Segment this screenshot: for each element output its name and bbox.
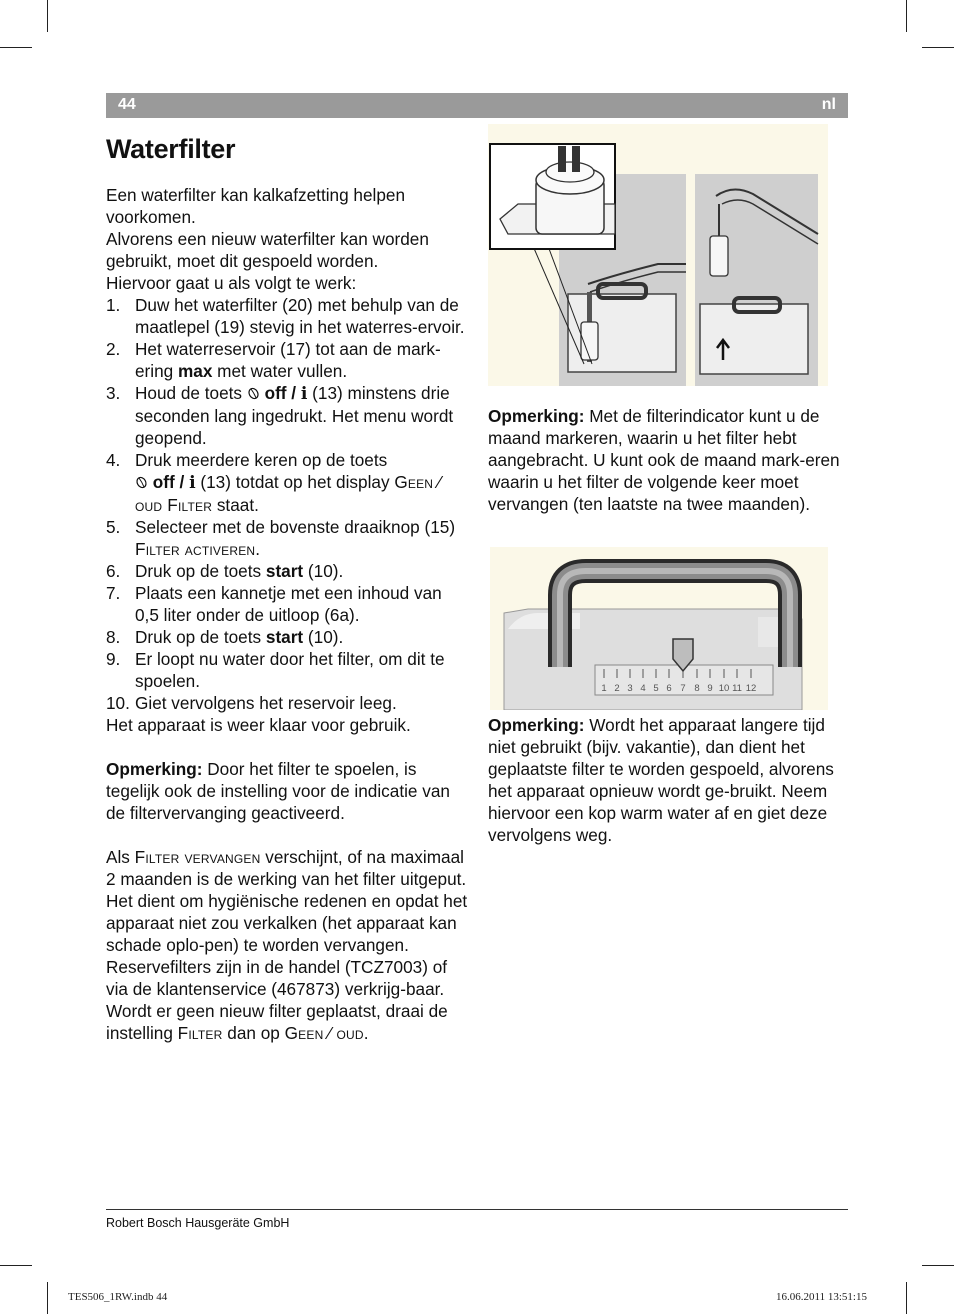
list-item: 6. Druk op de toets start (10). <box>106 561 344 581</box>
footer-rule <box>106 1209 848 1210</box>
list-item: 10. Giet vervolgens het reservoir leeg. <box>106 693 397 713</box>
crop-mark <box>922 47 954 48</box>
list-item: 4. Druk meerdere keren op de toets off / i (13) totdat op het display Geen ⁄ oud Filter staat. <box>106 450 442 515</box>
page-number: 44 <box>118 96 136 113</box>
crop-mark <box>906 1282 907 1314</box>
print-timestamp: 16.06.2011 13:51:15 <box>776 1291 867 1303</box>
list-item: 1. Duw het waterfilter (20) met behulp van de maatlepel (19) stevig in het waterres-ervoir. <box>106 295 465 337</box>
month-label: 11 <box>732 683 742 694</box>
month-label: 12 <box>745 683 757 694</box>
crop-mark <box>47 0 48 32</box>
intro-line: Alvorens een nieuw waterfilter kan worden gebruikt, moet dit gespoeld worden. <box>106 229 429 271</box>
filter-insert-illustration <box>488 124 828 386</box>
month-label: 10 <box>718 683 730 694</box>
language-code: nl <box>821 96 836 113</box>
spare-filters-paragraph: Reservefilters zijn in de handel (TCZ7003) of via de klantenservice (467873) verkrijg-baar. Wordt er geen nieuw filter geplaatst, draai de instelling Filter dan op Geen ⁄ oud. <box>106 957 448 1043</box>
month-label: 1 <box>601 683 607 694</box>
month-label: 8 <box>694 683 700 694</box>
right-column-note <box>488 405 848 515</box>
crop-mark <box>47 1282 48 1314</box>
coffee-bean-icon <box>247 386 260 400</box>
month-label: 7 <box>680 683 686 694</box>
month-label: 2 <box>614 683 620 694</box>
coffee-bean-icon <box>135 475 148 489</box>
footer-company: Robert Bosch Hausgeräte GmbH <box>106 1216 290 1230</box>
right-column-note-2 <box>488 714 848 846</box>
note-paragraph: Opmerking: Met de filterindicator kunt u de maand markeren, waarin u het filter hebt aangebracht. U kunt ook de maand mark-eren waarin u het filter de volgende keer moet vervangen (ten laatste na twee maanden). <box>488 406 840 514</box>
month-label: 5 <box>653 683 659 694</box>
print-file-slug: TES506_1RW.indb 44 <box>68 1291 168 1303</box>
list-item: 3. Houd de toets off / i (13) minstens drie seconden lang ingedrukt. Het menu wordt geopend. <box>106 383 454 448</box>
page-header-bar <box>106 93 848 118</box>
page-title: Waterfilter <box>106 134 236 164</box>
crop-mark <box>0 47 32 48</box>
month-label: 4 <box>640 683 646 694</box>
month-label: 3 <box>627 683 633 694</box>
list-item: 5. Selecteer met de bovenste draaiknop (15) Filter activeren. <box>106 517 456 559</box>
intro-line: Hiervoor gaat u als volgt te werk: <box>106 273 357 293</box>
list-item: 9. Er loopt nu water door het filter, om dit te spoelen. <box>106 649 445 691</box>
filter-indicator-illustration <box>490 547 828 710</box>
info-icon: i <box>189 473 196 493</box>
month-label: 6 <box>666 683 672 694</box>
list-item: 7. Plaats een kannetje met een inhoud van 0,5 liter onder de uitloop (6a). <box>106 583 442 625</box>
crop-mark <box>906 0 907 32</box>
info-icon: i <box>300 384 308 404</box>
list-item: 8. Druk op de toets start (10). <box>106 627 344 647</box>
ready-text: Het apparaat is weer klaar voor gebruik. <box>106 715 411 735</box>
list-item: 2. Het waterreservoir (17) tot aan de mark-ering max met water vullen. <box>106 339 441 381</box>
filter-replace-paragraph: Als Filter vervangen verschijnt, of na maximaal 2 maanden is de werking van het filter uitgeput. Het dient om hygiënische redenen en opdat het apparaat niet zou verkalken (het apparaat kan schade oplo-pen) te worden vervangen. <box>106 847 468 955</box>
instruction-list <box>106 294 468 714</box>
crop-mark <box>0 1265 32 1266</box>
month-label: 9 <box>707 683 713 694</box>
crop-mark <box>922 1265 954 1266</box>
note-paragraph: Opmerking: Wordt het apparaat langere tijd niet gebruikt (bijv. vakantie), dan dient het geplaatste filter te worden gespoeld, alvorens het apparaat opnieuw wordt ge-bruikt. Neem hiervoor een kop warm water af en giet deze vervolgens weg. <box>488 715 834 845</box>
left-column <box>106 184 468 1044</box>
note-paragraph: Opmerking: Door het filter te spoelen, is tegelijk ook de instelling voor de indicatie van de filtervervanging geactiveerd. <box>106 759 450 823</box>
intro-line: Een waterfilter kan kalkafzetting helpen voorkomen. <box>106 185 406 227</box>
